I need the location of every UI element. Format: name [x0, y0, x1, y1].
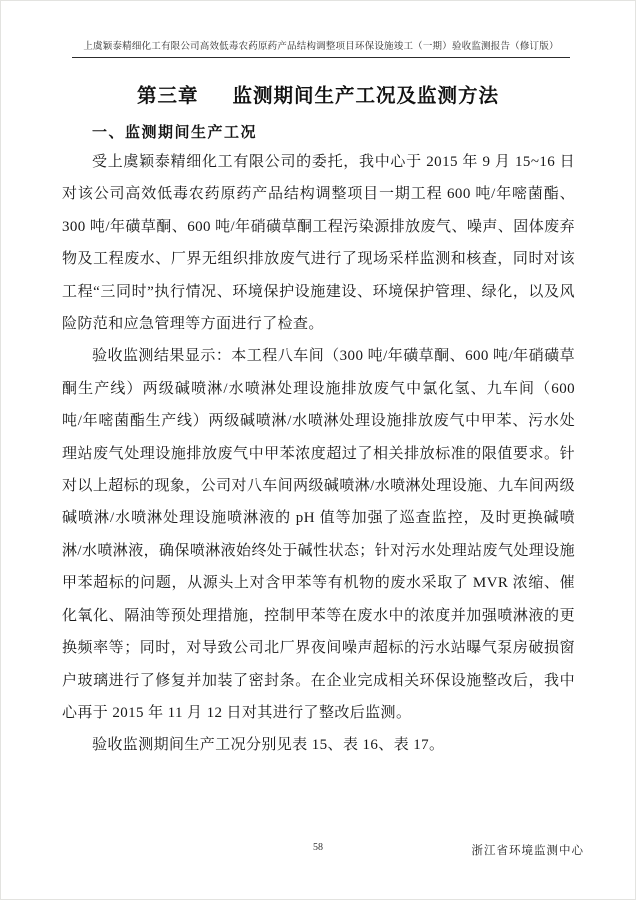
paragraph-1: 受上虞颖泰精细化工有限公司的委托，我中心于 2015 年 9 月 15~16 日对该公司高效低毒农药原药产品结构调整项目一期工程 600 吨/年嘧菌酯、300 吨/年磺草酮、600 吨/年硝磺草酮工程污染源排放废气、噪声、固体废弃物及工程废水、厂界无组织排放废气进行了现场采样监测和核查，同时对该工程“三同时”执行情况、环境保护设施建设、环境保护管理、绿化，以及风险防范和应急管理等方面进行了检查。: [62, 154, 575, 333]
running-header: 上虞颖泰精细化工有限公司高效低毒农药原药产品结构调整项目环保设施竣工（一期）验收监测报告（修订版）: [72, 38, 570, 58]
page-number: 58: [313, 842, 323, 853]
body-text: [62, 146, 575, 762]
paragraph-2: 验收监测结果显示：本工程八车间（300 吨/年磺草酮、600 吨/年硝磺草酮生产线）两级碱喷淋/水喷淋处理设施排放废气中氯化氢、九车间（600 吨/年嘧菌酯生产线）两级碱喷淋/水喷淋处理设施排放废气中甲苯、污水处理站废气处理设施排放废气中甲苯浓度超过了相关排放标准的限值要求。针对以上超标的现象，公司对八车间两级碱喷淋/水喷淋处理设施、九车间两级碱喷淋/水喷淋处理设施喷淋液的 pH 值等加强了巡查监控，及时更换碱喷淋/水喷淋液，确保喷淋液始终处于碱性状态；针对污水处理站废气处理设施甲苯超标的问题，从源头上对含甲苯等有机物的废水采取了 MVR 浓缩、催化氧化、隔油等预处理措施，控制甲苯等在废水中的浓度并加强喷淋液的更换频率等；同时，对导致公司北厂界夜间噪声超标的污水站曝气泵房破损窗户玻璃进行了修复并加装了密封条。在企业完成相关环保设施整改后，我中心再于 2015 年 11 月 12 日对其进行了整改后监测。: [62, 348, 575, 721]
chapter-number: 第三章: [136, 85, 199, 107]
chapter-heading: [0, 80, 636, 108]
footer-organization: 浙江省环境监测中心: [471, 845, 584, 857]
chapter-title: 监测期间生产工况及监测方法: [232, 85, 500, 107]
section-heading: 一、监测期间生产工况: [92, 124, 258, 141]
paragraph-3: 验收监测期间生产工况分别见表 15、表 16、表 17。: [92, 737, 445, 754]
